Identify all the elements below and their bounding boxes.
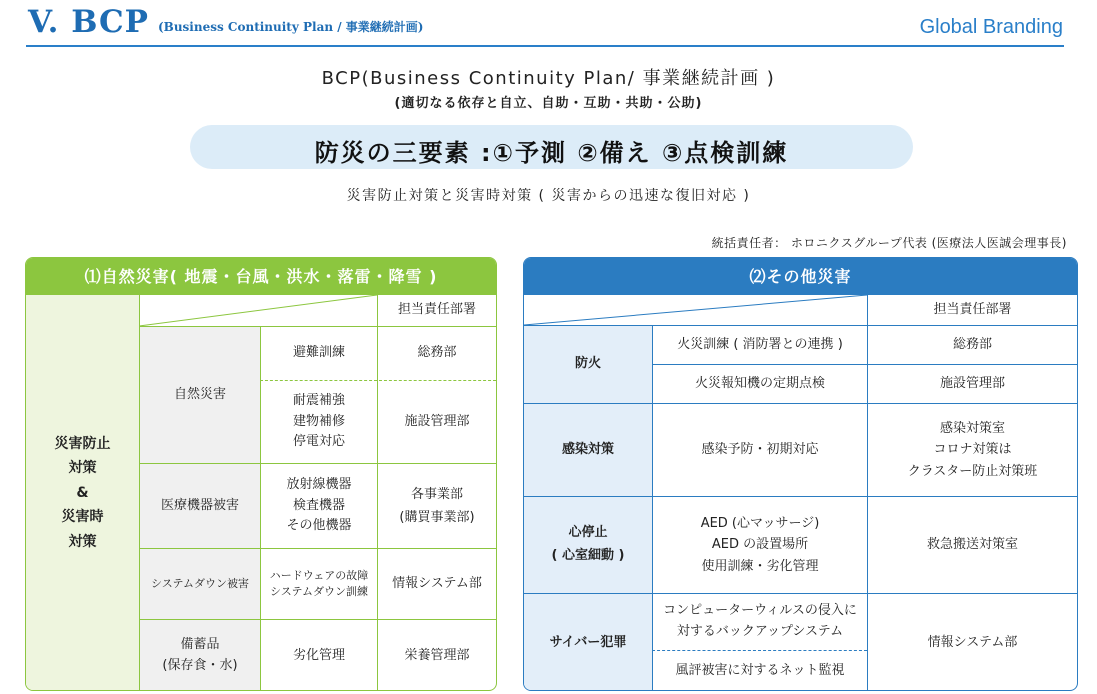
dept-cell: 総務部 xyxy=(952,336,992,352)
action-cell: 耐震補強 建物補修 停電対応 xyxy=(292,392,345,450)
panel-title: ⑴自然災害( 地震・台風・洪水・落雷・降雪 ) xyxy=(84,266,438,286)
bcp-heading: BCP(Business Continuity Plan/ 事業継続計画 ) xyxy=(321,68,776,89)
dept-cell: 総務部 xyxy=(417,345,457,361)
diagonal-header-line xyxy=(524,295,867,326)
dept-cell: 施設管理部 xyxy=(404,413,470,429)
action-cell: AED (心マッサージ) AED の設置場所 使用訓練・劣化管理 xyxy=(700,515,820,574)
dept-cell: 感染対策室 コロナ対策は クラスター防止対策班 xyxy=(907,420,1038,479)
action-cell: 感染予防・初期対応 xyxy=(701,441,819,457)
action-cell: 劣化管理 xyxy=(292,647,345,663)
panel-title: ⑵その他災害 xyxy=(749,266,852,286)
dept-cell: 情報システム部 xyxy=(392,575,482,591)
dept-header: 担当責任部署 xyxy=(933,301,1012,317)
brand-label: Global Branding xyxy=(919,16,1063,38)
category-cell: 防火 xyxy=(574,356,601,372)
diagonal-header-line xyxy=(139,295,377,327)
natural-disaster-panel xyxy=(25,257,497,691)
dept-cell: 栄養管理部 xyxy=(404,647,470,663)
action-cell: ハードウェアの故障 システムダウン訓練 xyxy=(269,568,369,598)
header-divider xyxy=(26,45,1064,47)
section-title: V. BCP xyxy=(28,4,149,40)
dept-cell: 各事業部 (購買事業部) xyxy=(399,486,475,525)
action-cell: 火災訓練 ( 消防署との連携 ) xyxy=(677,336,843,352)
category-cell: 備蓄品 (保存食・水) xyxy=(162,637,238,673)
action-cell: コンピューターウィルスの侵入に 対するバックアップシステム xyxy=(663,603,857,639)
dept-cell: 施設管理部 xyxy=(939,375,1005,391)
dept-cell: 情報システム部 xyxy=(927,634,1018,650)
category-cell: 自然災害 xyxy=(173,386,226,402)
category-cell: サイバー犯罪 xyxy=(549,634,627,650)
category-cell: 感染対策 xyxy=(561,441,614,457)
bcp-subheading: (適切なる依存と自立、自助・互助・共助・公助) xyxy=(394,96,703,111)
dept-cell: 救急搬送対策室 xyxy=(926,536,1018,552)
action-cell: 火災報知機の定期点検 xyxy=(694,375,825,391)
dept-header: 担当責任部署 xyxy=(397,302,476,318)
action-cell: 避難訓練 xyxy=(292,345,345,361)
responsible-person: 統括責任者： ホロニクスグループ代表 (医療法人医誠会理事長) xyxy=(711,236,1067,250)
action-cell: 風評被害に対するネット監視 xyxy=(675,663,845,679)
category-cell: システムダウン被害 xyxy=(151,577,249,591)
side-label: 災害防止 対策 & 災害時 対策 xyxy=(54,435,111,550)
other-disaster-panel xyxy=(523,257,1078,691)
category-cell: 心停止 ( 心室細動 ) xyxy=(551,525,625,563)
section-subtitle: (Business Continuity Plan / 事業継続計画) xyxy=(158,20,424,34)
pillar-text: 防災の三要素 :①予測 ②備え ③点検訓練 xyxy=(314,139,789,167)
measures-text: 災害防止対策と災害時対策 ( 災害からの迅速な復旧対応 ) xyxy=(346,188,751,204)
category-cell: 医療機器被害 xyxy=(160,497,239,513)
action-cell: 放射線機器 検査機器 その他機器 xyxy=(286,476,352,534)
